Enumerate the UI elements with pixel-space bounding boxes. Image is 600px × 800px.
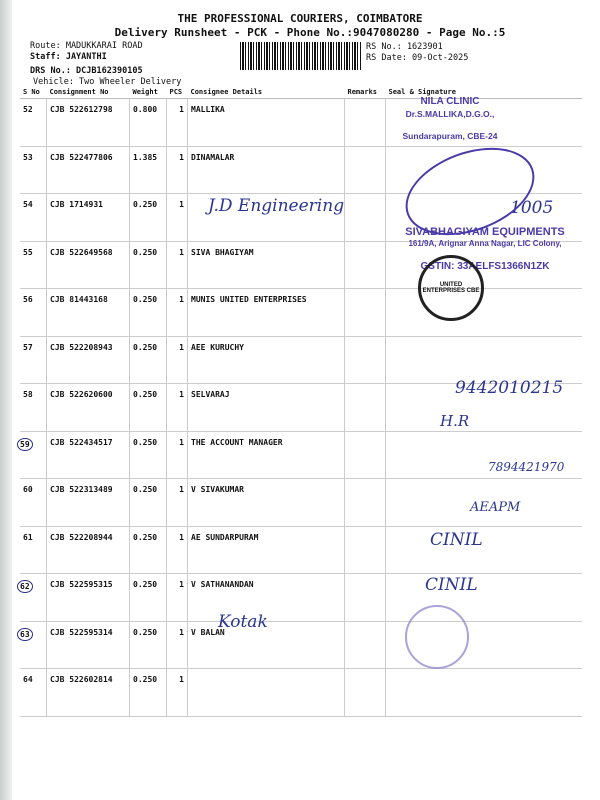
cn-value: CJB 81443168 <box>50 295 108 304</box>
cell-sno <box>20 526 47 574</box>
table-row <box>20 669 582 717</box>
sno-value: 62 <box>17 580 33 593</box>
staff: Staff: JAYANTHI <box>30 52 107 62</box>
cell-pcs <box>167 621 188 669</box>
cell-rm <box>345 479 386 527</box>
column-header: Consignee Details <box>188 86 345 99</box>
cell-cd <box>188 146 345 194</box>
cell-sno <box>20 99 47 147</box>
handwritten-number: 1005 <box>510 198 554 218</box>
column-header: Weight <box>130 86 167 99</box>
rs-date: RS Date: 09-Oct-2025 <box>366 53 469 63</box>
cell-cn <box>47 241 130 289</box>
cell-wt <box>130 479 167 527</box>
nila-clinic-stamp <box>380 96 520 142</box>
sno-value: 64 <box>23 675 33 684</box>
cn-value: CJB 522595314 <box>50 627 113 637</box>
cd-value: V SIVAKUMAR <box>191 485 244 494</box>
pcs-value: 1 <box>179 627 184 637</box>
cell-cd <box>188 384 345 432</box>
handwritten-jd-engineering: J.D Engineering <box>208 196 345 216</box>
wt-value: 0.250 <box>133 342 158 352</box>
scan-edge <box>0 0 12 800</box>
cell-cn <box>47 479 130 527</box>
column-header: PCS <box>167 86 188 99</box>
round-seal-bottom <box>405 605 469 669</box>
cell-cn <box>47 384 130 432</box>
rs-info <box>366 42 468 64</box>
pcs-value: 1 <box>179 295 184 304</box>
sno-value: 59 <box>17 438 33 451</box>
stamp-line: SIVABHAGIYAM EQUIPMENTS <box>405 226 565 238</box>
cd-value: V BALAN <box>191 627 225 637</box>
cell-cd <box>188 431 345 479</box>
cell-pcs <box>167 336 188 384</box>
wt-value: 0.250 <box>133 627 158 637</box>
cd-value: AE SUNDARPURAM <box>191 532 259 542</box>
handwritten-cinil-2: CINIL <box>425 575 478 595</box>
drs-no: DRS No.: DCJB162390105 <box>30 66 143 76</box>
column-header: S No <box>20 86 47 99</box>
wt-value: 0.250 <box>133 247 158 257</box>
cn-value: CJB 522612798 <box>50 105 113 114</box>
handwritten-kotak: Kotak <box>218 612 268 632</box>
pcs-value: 1 <box>179 247 184 257</box>
seal-text: UNITED ENTERPRISES CBE <box>422 282 480 294</box>
table-row <box>20 621 582 669</box>
sno-value: 56 <box>23 295 33 304</box>
sno-value: 58 <box>23 390 33 399</box>
cn-value: CJB 522208943 <box>50 342 113 352</box>
cell-pcs <box>167 289 188 337</box>
cell-cd <box>188 99 345 147</box>
handwritten-phone-2: 7894421970 <box>488 460 565 474</box>
cell-cn <box>47 621 130 669</box>
cell-rm <box>345 621 386 669</box>
column-header: Seal & Signature <box>386 86 583 99</box>
cell-cd <box>188 241 345 289</box>
stamp-line: 161/9A, Arignar Anna Nagar, LIC Colony, <box>408 239 562 248</box>
cell-cd <box>188 526 345 574</box>
cell-wt <box>130 669 167 717</box>
cell-wt <box>130 621 167 669</box>
barcode <box>240 42 362 70</box>
cell-cd <box>188 336 345 384</box>
cell-sno <box>20 574 47 622</box>
cd-value: THE ACCOUNT MANAGER <box>191 437 283 447</box>
cell-cn <box>47 669 130 717</box>
stamp-line: GSTIN: 33AELFS1366N1ZK <box>420 261 550 272</box>
united-enterprises-seal <box>418 255 484 321</box>
cell-rm <box>345 146 386 194</box>
cell-seal <box>386 336 583 384</box>
cell-pcs <box>167 384 188 432</box>
wt-value: 1.385 <box>133 152 158 162</box>
pcs-value: 1 <box>179 532 184 542</box>
rs-no: RS No.: 1623901 <box>366 42 443 52</box>
cd-value: MALLIKA <box>191 105 225 114</box>
cell-seal <box>386 289 583 337</box>
cell-cd <box>188 669 345 717</box>
wt-value: 0.250 <box>133 295 158 304</box>
cell-wt <box>130 289 167 337</box>
cell-cn <box>47 99 130 147</box>
cell-wt <box>130 336 167 384</box>
cell-cn <box>47 146 130 194</box>
pcs-value: 1 <box>179 390 184 399</box>
wt-value: 0.250 <box>133 675 158 684</box>
pcs-value: 1 <box>179 105 184 114</box>
cell-cn <box>47 336 130 384</box>
wt-value: 0.250 <box>133 485 158 494</box>
route-info <box>30 41 181 88</box>
sno-value: 53 <box>23 152 33 162</box>
cell-rm <box>345 431 386 479</box>
wt-value: 0.250 <box>133 390 158 399</box>
cell-sno <box>20 289 47 337</box>
cell-pcs <box>167 241 188 289</box>
pcs-value: 1 <box>179 580 184 589</box>
cell-cn <box>47 194 130 242</box>
cell-cn <box>47 574 130 622</box>
wt-value: 0.800 <box>133 105 158 114</box>
table-row <box>20 574 582 622</box>
cn-value: CJB 522313489 <box>50 485 113 494</box>
cell-wt <box>130 526 167 574</box>
cell-wt <box>130 574 167 622</box>
cell-pcs <box>167 99 188 147</box>
cd-value: SELVARAJ <box>191 390 230 399</box>
cell-cn <box>47 526 130 574</box>
wt-value: 0.250 <box>133 437 158 447</box>
cell-sno <box>20 146 47 194</box>
sivabhagiyam-stamp <box>375 227 595 272</box>
sno-value: 52 <box>23 105 33 114</box>
table-row <box>20 336 582 384</box>
cell-wt <box>130 99 167 147</box>
sno-value: 57 <box>23 342 33 352</box>
cd-value: AEE KURUCHY <box>191 342 244 352</box>
cn-value: CJB 522477806 <box>50 152 113 162</box>
cell-pcs <box>167 431 188 479</box>
cell-rm <box>345 669 386 717</box>
runsheet-subtitle: Delivery Runsheet - PCK - Phone No.:9047080280 - Page No.:5 <box>114 26 506 39</box>
cell-cd <box>188 289 345 337</box>
cn-value: CJB 522649568 <box>50 247 113 257</box>
cn-value: CJB 1714931 <box>50 200 103 209</box>
cell-sno <box>20 384 47 432</box>
cn-value: CJB 522208944 <box>50 532 113 542</box>
handwritten-cinil: CINIL <box>430 530 483 550</box>
cn-value: CJB 522595315 <box>50 580 113 589</box>
company-title: THE PROFESSIONAL COURIERS, COIMBATORE <box>177 12 423 25</box>
cell-rm <box>345 526 386 574</box>
cell-sno <box>20 241 47 289</box>
cell-cn <box>47 289 130 337</box>
cell-sno <box>20 621 47 669</box>
cell-sno <box>20 336 47 384</box>
cell-sno <box>20 669 47 717</box>
pcs-value: 1 <box>179 485 184 494</box>
sno-value: 54 <box>23 200 33 209</box>
wt-value: 0.250 <box>133 580 158 589</box>
cell-pcs <box>167 194 188 242</box>
route: Route: MADUKKARAI ROAD <box>30 41 143 51</box>
cell-pcs <box>167 574 188 622</box>
cell-wt <box>130 241 167 289</box>
cn-value: CJB 522602814 <box>50 675 113 684</box>
cell-wt <box>130 384 167 432</box>
cd-value: DINAMALAR <box>191 152 235 162</box>
cn-value: CJB 522434517 <box>50 437 113 447</box>
cell-rm <box>345 574 386 622</box>
cell-rm <box>345 336 386 384</box>
cell-sno <box>20 479 47 527</box>
pcs-value: 1 <box>179 675 184 684</box>
cd-value: V SATHANANDAN <box>191 580 254 589</box>
table-row <box>20 526 582 574</box>
column-header: Remarks <box>345 86 386 99</box>
wt-value: 0.250 <box>133 532 158 542</box>
cell-pcs <box>167 526 188 574</box>
cell-cn <box>47 431 130 479</box>
table-row <box>20 289 582 337</box>
cell-wt <box>130 146 167 194</box>
stamp-line: Dr.S.MALLIKA,D.G.O., <box>405 109 495 119</box>
handwritten-phone: 9442010215 <box>455 378 564 398</box>
cell-cd <box>188 479 345 527</box>
cell-sno <box>20 431 47 479</box>
pcs-value: 1 <box>179 152 184 162</box>
stamp-line: Sundarapuram, CBE-24 <box>402 131 498 141</box>
handwritten-hr: H.R <box>440 412 470 430</box>
vehicle: Vehicle: Two Wheeler Delivery <box>33 77 182 87</box>
cell-wt <box>130 431 167 479</box>
column-header: Consignment No <box>47 86 130 99</box>
sno-value: 61 <box>23 532 33 542</box>
cell-rm <box>345 384 386 432</box>
cn-value: CJB 522620600 <box>50 390 113 399</box>
cell-pcs <box>167 479 188 527</box>
pcs-value: 1 <box>179 437 184 447</box>
cell-wt <box>130 194 167 242</box>
sno-value: 60 <box>23 485 33 494</box>
pcs-value: 1 <box>179 342 184 352</box>
pcs-value: 1 <box>179 200 184 209</box>
handwritten-aeapm: AEAPM <box>470 500 521 515</box>
cd-value: MUNIS UNITED ENTERPRISES <box>191 295 307 304</box>
cd-value: SIVA BHAGIYAM <box>191 247 254 257</box>
cell-seal <box>386 669 583 717</box>
cell-pcs <box>167 146 188 194</box>
cell-sno <box>20 194 47 242</box>
sno-value: 63 <box>17 628 33 641</box>
wt-value: 0.250 <box>133 200 158 209</box>
cell-pcs <box>167 669 188 717</box>
cell-seal <box>386 526 583 574</box>
cell-rm <box>345 289 386 337</box>
stamp-line: NILA CLINIC <box>420 96 480 107</box>
sno-value: 55 <box>23 247 33 257</box>
